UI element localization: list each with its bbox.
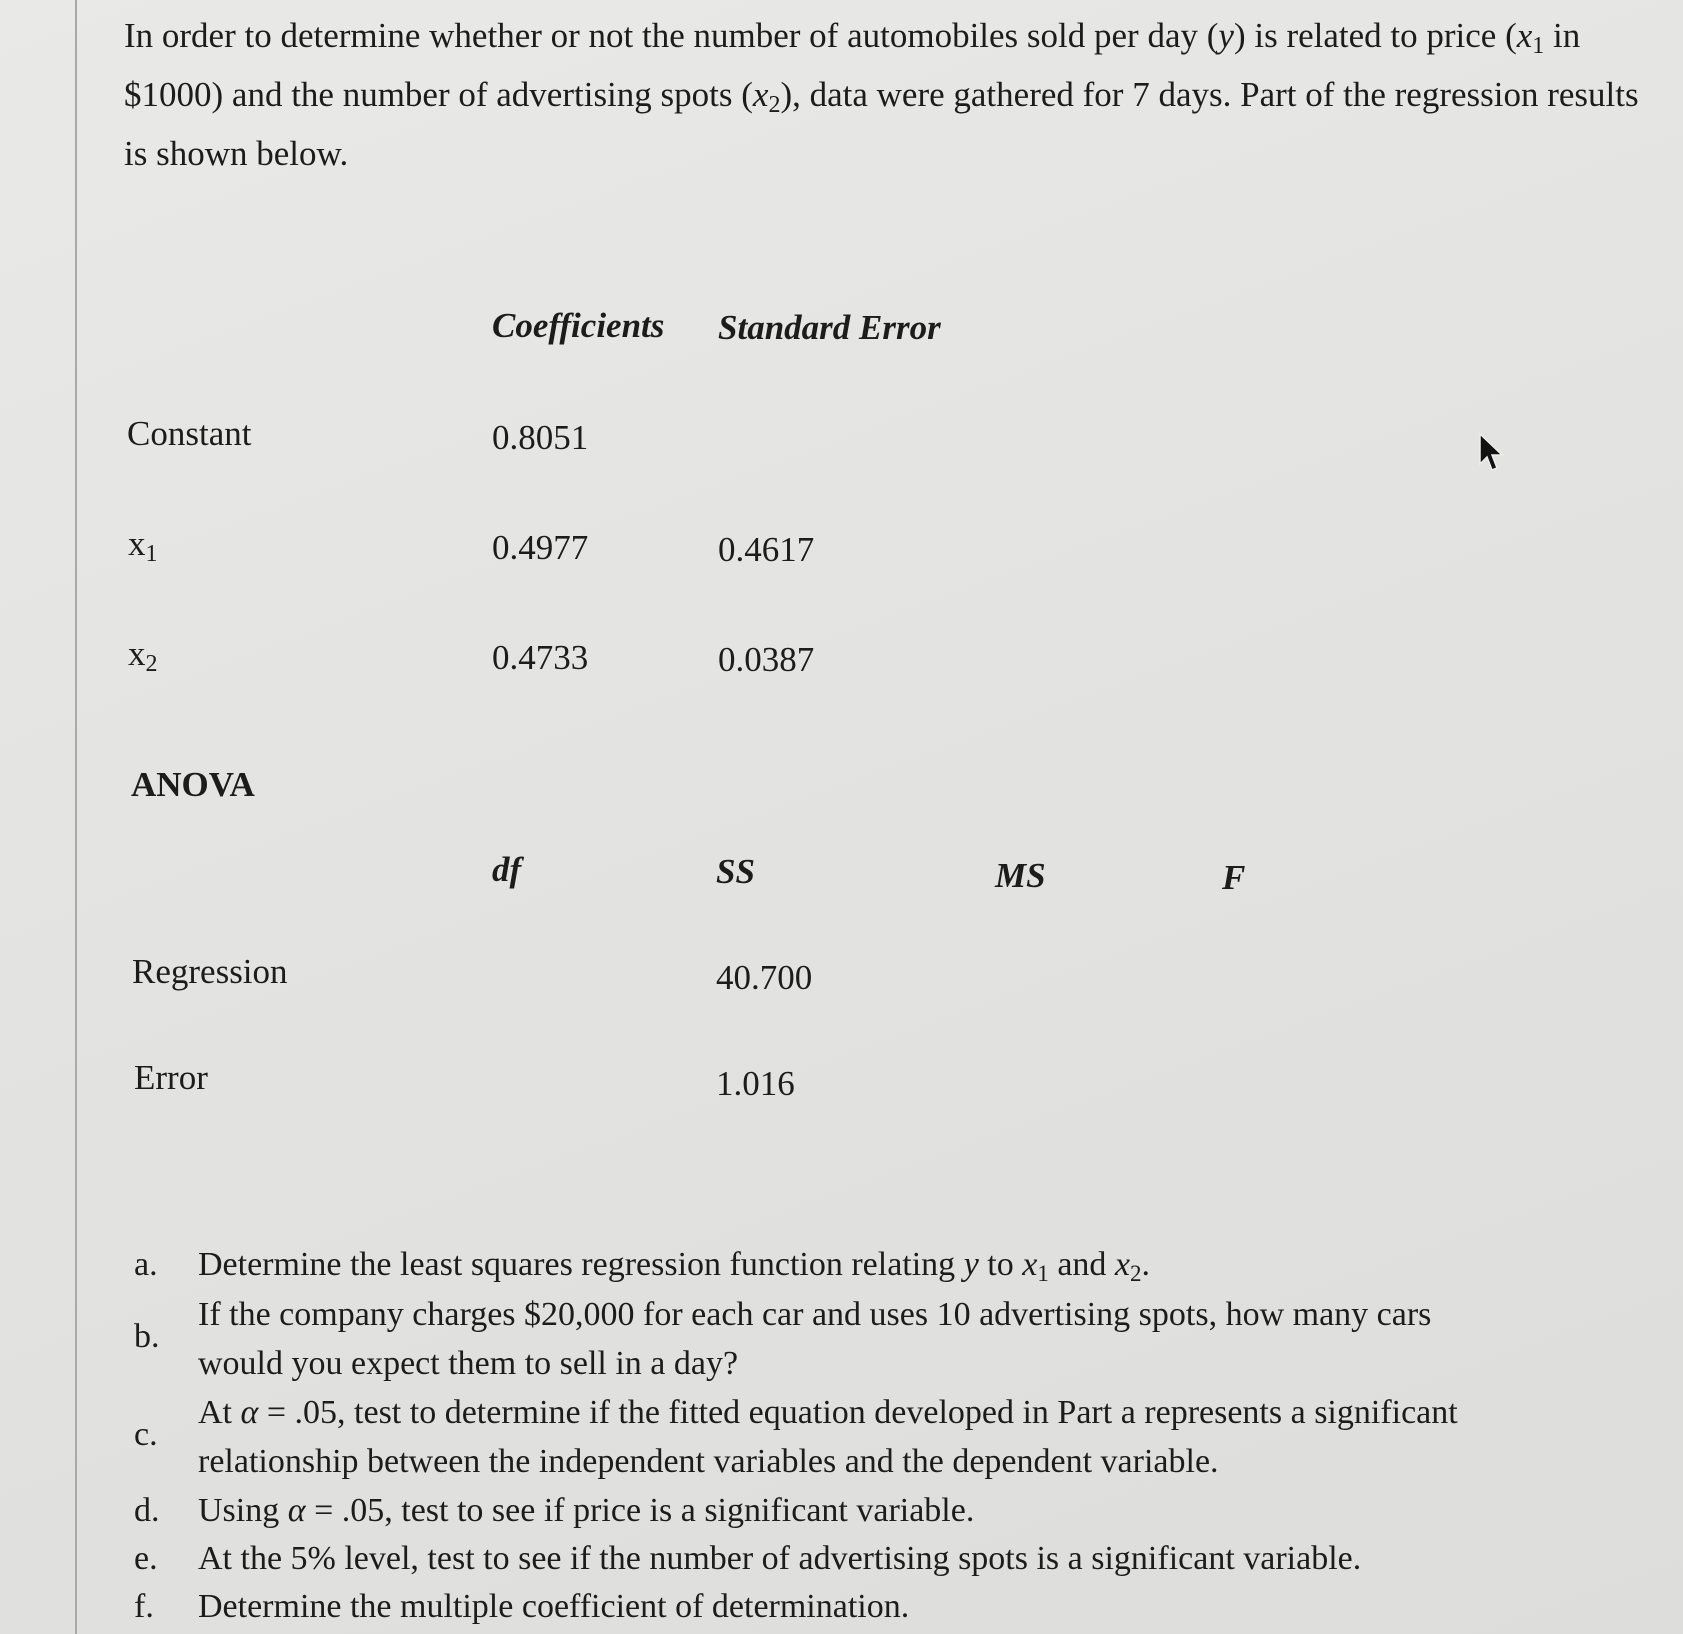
question-d-text-post: = .05, test to see if price is a significant variable. <box>305 1492 975 1529</box>
intro-text-1: In order to determine whether or not the number of automobiles sold per day ( <box>124 16 1219 55</box>
row-label-x2-sub: 2 <box>145 651 158 677</box>
mouse-pointer-icon <box>1478 432 1508 476</box>
coef-constant: 0.8051 <box>492 418 589 457</box>
anova-ss-error: 1.016 <box>716 1064 795 1103</box>
anova-header-f: F <box>1222 858 1246 897</box>
anova-title: ANOVA <box>131 765 255 804</box>
anova-row-label-regression: Regression <box>132 952 288 991</box>
question-letter: e. <box>134 1540 158 1577</box>
question-a-var-x1-sub: 1 <box>1037 1261 1049 1286</box>
row-label-x1-base: x <box>128 524 146 563</box>
question-a-var-x2: x <box>1114 1246 1131 1283</box>
row-label-x2-base: x <box>128 634 146 673</box>
question-letter: c. <box>134 1416 158 1453</box>
header-coefficients: Coefficients <box>492 306 665 345</box>
question-letter: b. <box>134 1318 160 1355</box>
coef-x2: 0.4733 <box>492 638 589 677</box>
row-label-constant: Constant <box>127 414 252 453</box>
anova-row-label-error: Error <box>134 1058 208 1097</box>
row-label-x1 <box>128 524 158 567</box>
question-a-var-x1: x <box>1022 1246 1038 1283</box>
intro-var-x1-sub: 1 <box>1532 33 1545 59</box>
intro-var-x1: x <box>1516 16 1533 55</box>
page-margin-rule <box>75 0 77 1634</box>
intro-text-4: ), data were gathered for 7 days. Part of the regression results is shown below. <box>124 75 1639 173</box>
problem-intro <box>124 6 1664 183</box>
anova-header-ms: MS <box>995 856 1046 895</box>
row-label-x1-sub: 1 <box>145 541 158 567</box>
intro-var-x2: x <box>752 75 769 114</box>
question-text <box>198 1486 1498 1535</box>
anova-header-ss: SS <box>716 852 755 891</box>
question-d-text-pre: Using <box>198 1492 288 1529</box>
question-a-text-1: Determine the least squares regression function relating <box>198 1246 964 1283</box>
intro-text-3: in $1000) and the number of advertising spots ( <box>124 16 1581 114</box>
question-d-alpha: α <box>287 1492 306 1529</box>
question-text: Determine the multiple coefficient of determination. <box>198 1588 910 1625</box>
coef-x1: 0.4977 <box>492 528 589 567</box>
question-a-var-x2-sub: 2 <box>1130 1261 1142 1286</box>
question-a-text-3: and <box>1048 1246 1115 1283</box>
anova-ss-regression: 40.700 <box>716 958 813 997</box>
question-c-text-pre: At <box>198 1394 241 1431</box>
intro-text-2: ) is related to price ( <box>1233 16 1517 55</box>
question-letter: f. <box>134 1588 154 1625</box>
question-a-var-y: y <box>963 1246 979 1283</box>
stderr-x2: 0.0387 <box>718 640 815 679</box>
row-label-x2 <box>128 634 158 677</box>
question-c-text-post: = .05, test to determine if the fitted equation developed in Part a represents a significant relationship between the independent variables and the dependent variable. <box>198 1394 1458 1480</box>
question-text <box>198 1388 1498 1486</box>
question-a-text-2: to <box>978 1246 1023 1283</box>
intro-var-x2-sub: 2 <box>768 92 781 118</box>
header-standard-error: Standard Error <box>718 308 941 347</box>
question-letter: a. <box>134 1246 158 1283</box>
question-text: At the 5% level, test to see if the number of advertising spots is a significant variable. <box>198 1540 1362 1577</box>
question-text: If the company charges $20,000 for each car and uses 10 advertising spots, how many cars would you expect them to sell in a day? <box>198 1296 1432 1382</box>
anova-header-df: df <box>492 850 522 889</box>
question-text <box>198 1240 1498 1289</box>
intro-var-y: y <box>1218 16 1234 55</box>
question-c-alpha: α <box>240 1394 259 1431</box>
stderr-x1: 0.4617 <box>718 530 815 569</box>
question-letter: d. <box>134 1492 160 1529</box>
question-a-text-4: . <box>1141 1246 1151 1283</box>
